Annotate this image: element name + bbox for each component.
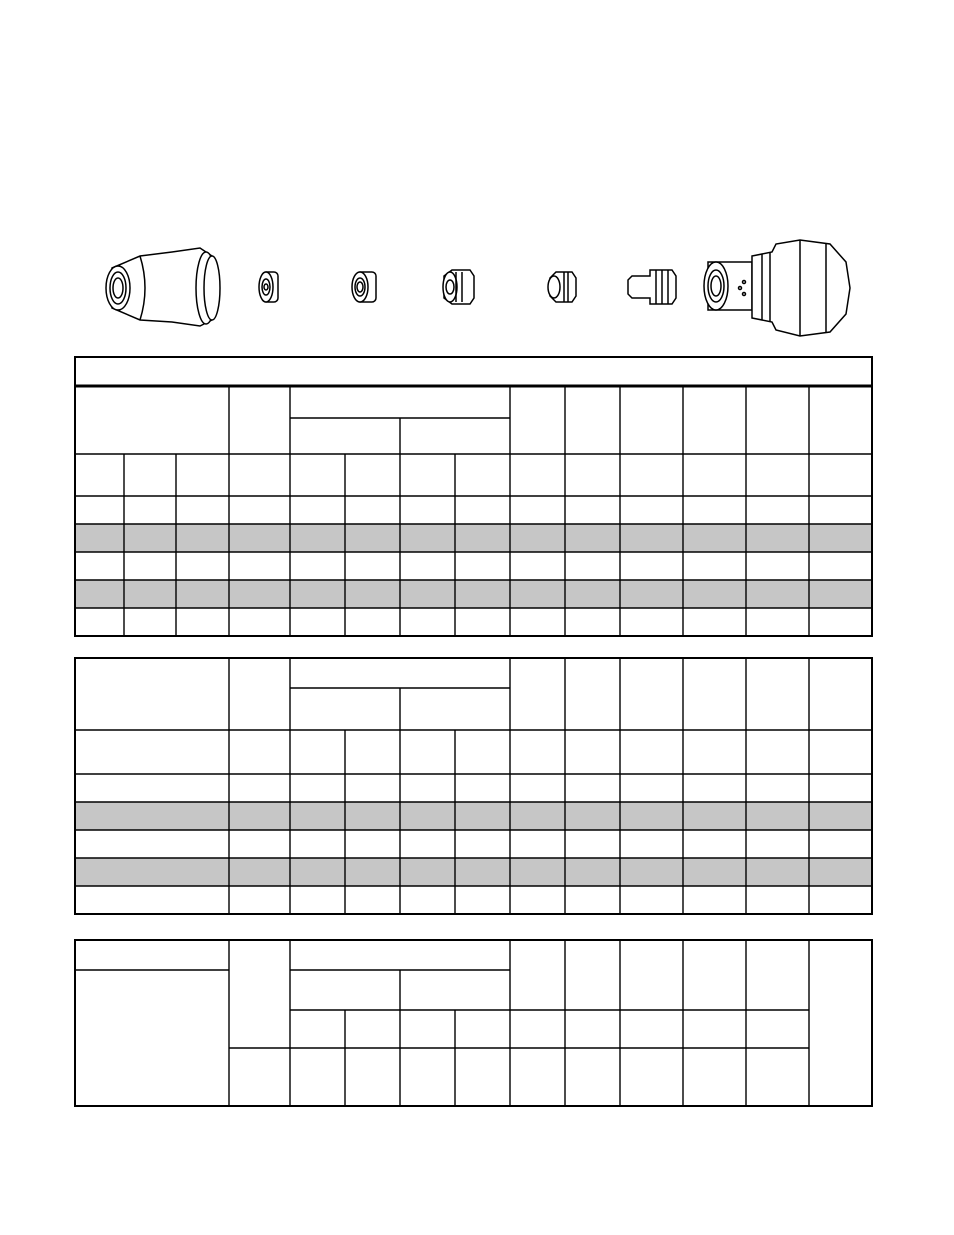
table-row	[75, 858, 872, 886]
cut-chart-table-1	[75, 357, 872, 636]
table-row	[75, 802, 872, 830]
table-row	[75, 580, 872, 608]
cut-chart-table-2	[75, 658, 872, 914]
cut-chart-table-3	[75, 940, 872, 1106]
table-row	[75, 524, 872, 552]
